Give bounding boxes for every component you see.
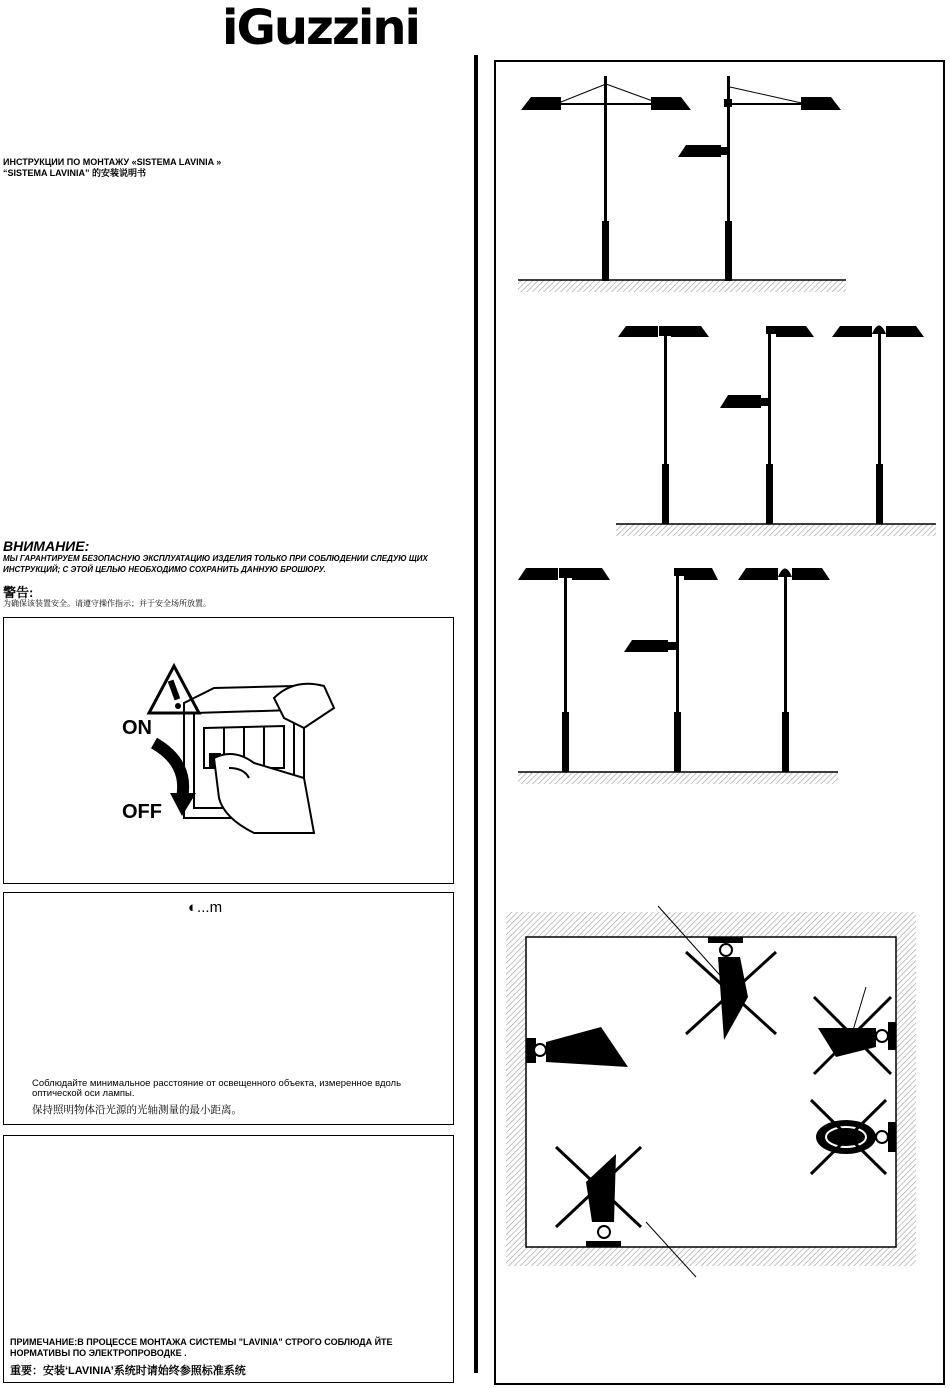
column-divider <box>474 55 478 1373</box>
distance-text-ru: Соблюдайте минимальное расстояние от освещенного объекта, измеренное вдоль оптической оси лампы. <box>32 1078 402 1099</box>
hand-drawing <box>214 684 334 833</box>
off-label: OFF <box>122 801 162 823</box>
pole-group-2 <box>616 326 936 537</box>
pole-group-1 <box>518 76 846 292</box>
configurations-frame <box>494 60 945 1385</box>
instructions-title <box>3 157 221 179</box>
power-off-illustration <box>4 618 453 883</box>
warning-text-ru: МЫ ГАРАНТИРУЕМ БЕЗОПАСНУЮ ЭКСПЛУАТАЦИЮ ИЗДЕЛИЯ ТОЛЬКО ПРИ СОБЛЮДЕНИИ СЛЕДУЮ ЩИХ ИНСТРУКЦИЙ; С ЭТОЙ ЦЕЛЬЮ НЕОБХОДИМО СОХРАНИТЬ ДАННУЮ БРОШЮРУ. <box>3 554 428 574</box>
on-label: ON <box>122 717 152 739</box>
distance-text-cn: 保持照明物体沿光源的光轴测量的最小距离。 <box>32 1104 242 1116</box>
power-off-panel <box>3 617 454 884</box>
warning-title-ru: ВНИМАНИЕ: <box>3 538 90 554</box>
switch-arrow-icon <box>154 743 183 798</box>
title-cn: “SISTEMA LAVINIA” 的安装说明书 <box>3 168 147 178</box>
pole-group-3 <box>518 568 838 784</box>
iguzzini-logo: iGuzzini <box>222 0 419 56</box>
pole-configurations-illustration <box>496 62 943 1383</box>
mounting-orientation-diagram <box>506 906 916 1277</box>
warning-title-cn: 警告: <box>3 585 34 600</box>
warning-text-cn: 为确保该装置安全。请遵守操作指示；并于安全场所放置。 <box>3 599 211 608</box>
note-text-ru: ПРИМЕЧАНИЕ:В ПРОЦЕССЕ МОНТАЖА СИСТЕМЫ "LAVINIA" СТРОГО СОБЛЮДА ЙТЕ НОРМАТИВЫ ПО ЭЛЕКТРОПРОВОДКЕ . <box>10 1337 393 1358</box>
distance-symbol-icon: ◐...m <box>188 899 223 916</box>
note-text-cn: 重要：安装‘LAVINIA’系统时请始终参照标准系统 <box>10 1365 246 1377</box>
title-ru: ИНСТРУКЦИИ ПО МОНТАЖУ «SISTEMA LAVINIA » <box>3 157 222 167</box>
warning-triangle-icon <box>149 666 199 713</box>
